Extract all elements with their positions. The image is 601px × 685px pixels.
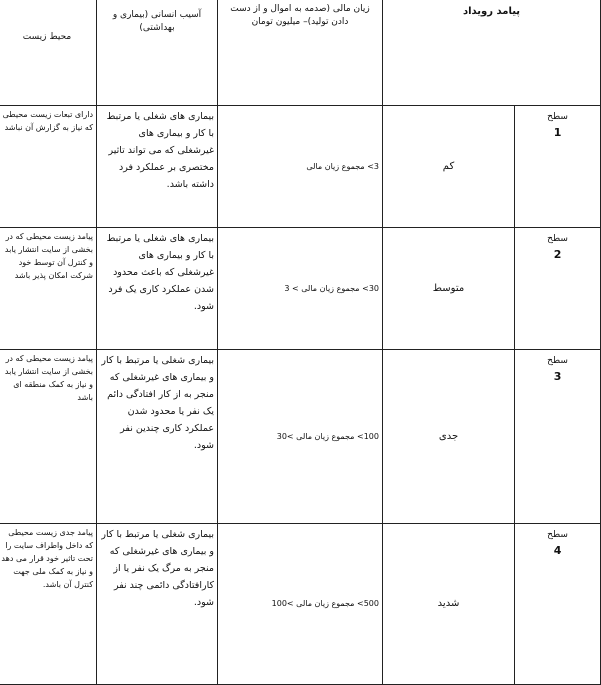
financial-loss-cell: 500> مجموع زیان مالی >100 bbox=[218, 524, 383, 685]
level-number: 1 bbox=[553, 126, 562, 139]
severity-label: متوسط bbox=[383, 228, 515, 350]
severity-label: جدی bbox=[383, 350, 515, 524]
severity-label: کم bbox=[383, 106, 515, 228]
environment-cell: پیامد زیست محیطی که در بخشی از سایت انتشار یابد و کنترل آن توسط خود شرکت امکان پذیر باشد bbox=[0, 228, 97, 350]
financial-loss-cell: 3> مجموع زیان مالی bbox=[218, 106, 383, 228]
level-prefix: سطح bbox=[547, 112, 568, 122]
level-cell bbox=[515, 106, 601, 228]
table-header-row bbox=[0, 0, 601, 106]
table-row bbox=[0, 524, 601, 685]
header-environment: محیط زیست bbox=[0, 0, 97, 106]
human-harm-cell: بیماری های شغلی یا مرتبط با کار و بیماری های غیرشغلی که باعث محدود شدن عملکرد کاری یک فرد شود. bbox=[97, 228, 218, 350]
financial-loss-cell: 30> مجموع زیان مالی > 3 bbox=[218, 228, 383, 350]
level-cell bbox=[515, 228, 601, 350]
level-number: 3 bbox=[553, 370, 562, 383]
level-cell bbox=[515, 524, 601, 685]
table-row bbox=[0, 228, 601, 350]
level-prefix: سطح bbox=[547, 356, 568, 366]
severity-label: شدید bbox=[383, 524, 515, 685]
table-row bbox=[0, 350, 601, 524]
header-event-consequence: پیامد رویداد bbox=[383, 0, 601, 106]
header-human-harm: آسیب انسانی (بیماری و بهداشتی) bbox=[97, 0, 218, 106]
financial-loss-cell: 100> مجموع زیان مالی >30 bbox=[218, 350, 383, 524]
level-number: 4 bbox=[553, 544, 562, 557]
environment-cell: دارای تبعات زیست محیطی که نیاز به گزارش آن نباشد bbox=[0, 106, 97, 228]
level-prefix: سطح bbox=[547, 530, 568, 540]
level-cell bbox=[515, 350, 601, 524]
level-number: 2 bbox=[553, 248, 562, 261]
header-financial-loss: زیان مالی (صدمه به اموال و از دست دادن تولید)– میلیون تومان bbox=[218, 0, 383, 106]
human-harm-cell: بیماری شغلی یا مرتبط با کار و بیماری های غیرشغلی که منجر به مرگ یک نفر یا از کارافتادگی دائمی چند نفر شود. bbox=[97, 524, 218, 685]
table-row bbox=[0, 106, 601, 228]
human-harm-cell: بیماری شغلی یا مرتبط با کار و بیماری های غیرشغلی که منجر به از کار افتادگی دائم یک نفر یا محدود شدن عملکرد کاری چندین نفر شود. bbox=[97, 350, 218, 524]
human-harm-cell: بیماری های شغلی یا مرتبط با کار و بیماری های غیرشغلی که می تواند تاثیر مختصری بر عملکرد فرد داشته باشد. bbox=[97, 106, 218, 228]
environment-cell: پیامد جدی زیست محیطی که داخل واطراف سایت را تحت تاثیر خود قرار می دهد و نیاز به کمک ملی جهت کنترل آن باشد. bbox=[0, 524, 97, 685]
level-prefix: سطح bbox=[547, 234, 568, 244]
environment-cell: پیامد زیست محیطی که در بخشی از سایت انتشار یابد و نیاز به کمک منطقه ای باشد bbox=[0, 350, 97, 524]
